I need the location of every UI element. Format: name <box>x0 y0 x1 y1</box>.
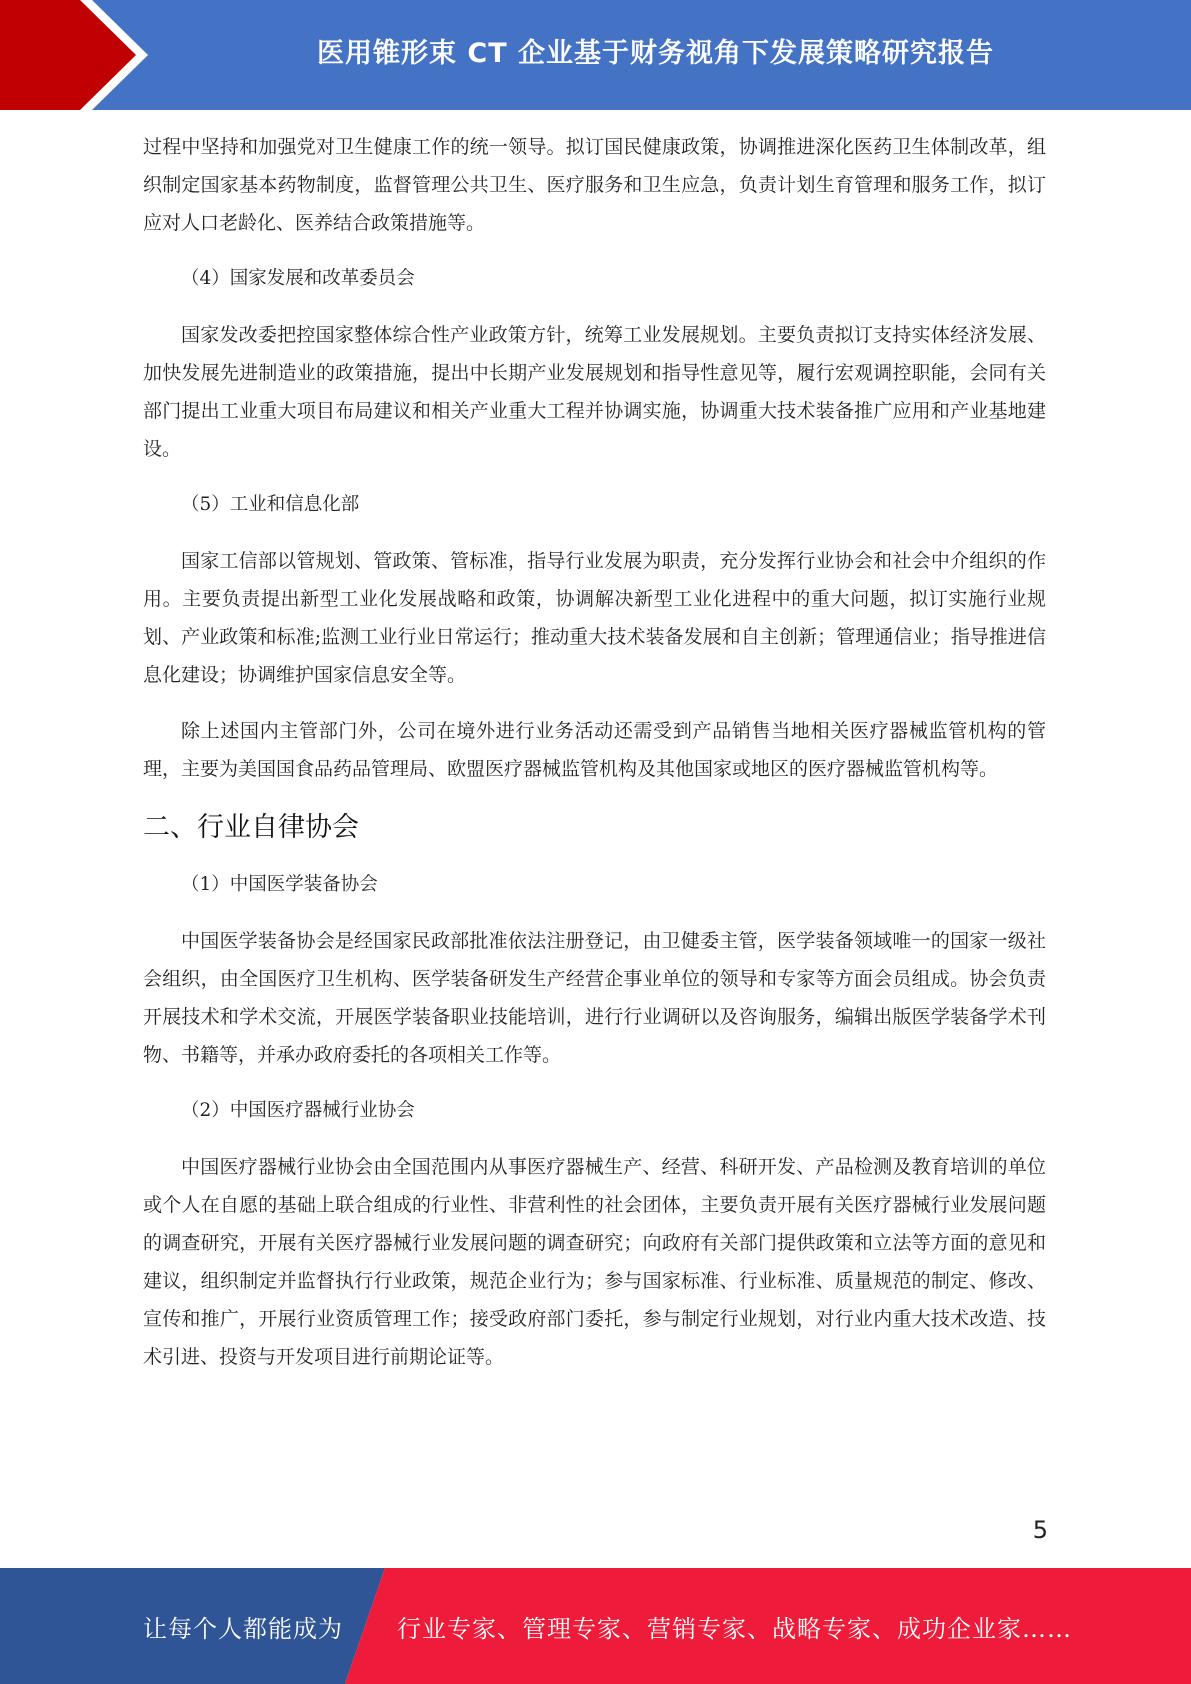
report-title: 医用锥形束 CT 企业基于财务视角下发展策略研究报告 <box>316 37 995 69</box>
paragraph-intro: 过程中坚持和加强党对卫生健康工作的统一领导。拟订国民健康政策，协调推进深化医药卫生体制改革，组织制定国家基本药物制度，监督管理公共卫生、医疗服务和卫生应急，负责计划生育管理和服务工作，拟订应对人口老龄化、医养结合政策措施等。 <box>143 136 1046 234</box>
header-banner <box>0 0 1191 110</box>
footer-banner <box>0 1568 1191 1684</box>
subheading-device-industry-association: （2）中国医疗器械行业协会 <box>181 1100 415 1121</box>
chevron-arrow-icon <box>0 0 160 110</box>
page-number: 5 <box>1032 1516 1048 1544</box>
footer-slogan-right: 行业专家、管理专家、营销专家、战略专家、成功企业家…… <box>397 1614 1072 1643</box>
paragraph-miit: 国家工信部以管规划、管政策、管标准，指导行业发展为职责，充分发挥行业协会和社会中介组织的作用。主要负责提出新型工业化发展战略和政策，协调解决新型工业化进程中的重大问题，拟订实施行业规划、产业政策和标准;监测工业行业日常运行；推动重大技术装备发展和自主创新；管理通信业；指导推进信息化建设；协调维护国家信息安全等。 <box>143 550 1046 686</box>
footer-slogan-left: 让每个人都能成为 <box>143 1614 343 1643</box>
subheading-medical-equipment-association: （1）中国医学装备协会 <box>181 874 378 895</box>
paragraph-ndrc: 国家发改委把控国家整体综合性产业政策方针，统筹工业发展规划。主要负责拟订支持实体经济发展、加快发展先进制造业的政策措施，提出中长期产业发展规划和指导性意见等，履行宏观调控职能，会同有关部门提出工业重大项目布局建议和相关产业重大工程并协调实施，协调重大技术装备推广应用和产业基地建设。 <box>143 324 1046 460</box>
section-title: 二、行业自律协会 <box>143 812 359 843</box>
paragraph-medical-equipment-association: 中国医学装备协会是经国家民政部批准依法注册登记，由卫健委主管，医学装备领域唯一的国家一级社会组织，由全国医疗卫生机构、医学装备研发生产经营企事业单位的领导和专家等方面会员组成。协会负责开展技术和学术交流，开展医学装备职业技能培训，进行行业调研以及咨询服务，编辑出版医学装备学术刊物、书籍等，并承办政府委托的各项相关工作等。 <box>143 930 1046 1066</box>
paragraph-overseas: 除上述国内主管部门外，公司在境外进行业务活动还需受到产品销售当地相关医疗器械监管机构的管理，主要为美国国食品药品管理局、欧盟医疗器械监管机构及其他国家或地区的医疗器械监管机构等。 <box>143 720 1046 780</box>
subheading-miit: （5）工业和信息化部 <box>181 494 360 515</box>
paragraph-device-industry-association: 中国医疗器械行业协会由全国范围内从事医疗器械生产、经营、科研开发、产品检测及教育培训的单位或个人在自愿的基础上联合组成的行业性、非营利性的社会团体，主要负责开展有关医疗器械行业发展问题的调查研究，开展有关医疗器械行业发展问题的调查研究；向政府有关部门提供政策和立法等方面的意见和建议，组织制定并监督执行行业政策，规范企业行为；参与国家标准、行业标准、质量规范的制定、修改、宣传和推广，开展行业资质管理工作；接受政府部门委托，参与制定行业规划，对行业内重大技术改造、技术引进、投资与开发项目进行前期论证等。 <box>143 1156 1046 1368</box>
document-body <box>143 128 1046 1376</box>
subheading-ndrc: （4）国家发展和改革委员会 <box>181 268 415 289</box>
